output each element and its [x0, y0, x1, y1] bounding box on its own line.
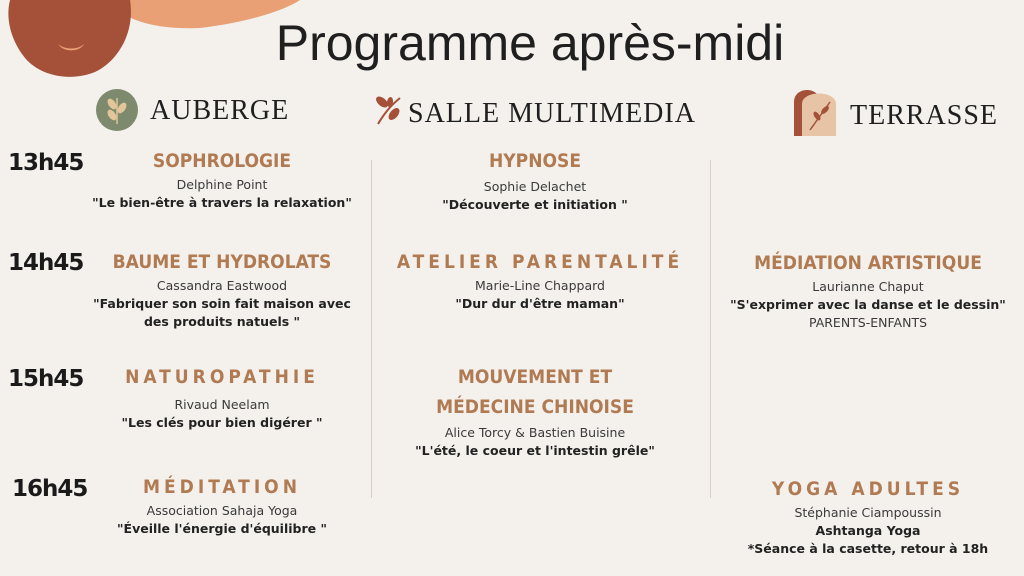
session-description: "Éveille l'énergie d'équilibre " — [117, 521, 327, 536]
session-description: "Fabriquer son soin fait maison avec — [93, 296, 351, 311]
session-title: MÉDECINE CHINOISE — [436, 396, 634, 418]
time-slot: 15h45 — [8, 366, 84, 392]
session-speaker: Alice Torcy & Bastien Buisine — [444, 425, 626, 440]
session-speaker: Delphine Point — [176, 177, 268, 192]
session-atelier-parentalite — [385, 247, 695, 313]
session-note: *Séance à la casette, retour à 18h — [747, 541, 989, 556]
session-speaker: Laurianne Chaput — [812, 279, 924, 294]
time-slot: 16h45 — [12, 476, 88, 502]
session-baume-hydrolats — [72, 247, 372, 331]
session-speaker: Sophie Delachet — [483, 179, 587, 194]
session-naturopathie — [82, 362, 362, 432]
session-description: "Découverte et initiation " — [442, 197, 628, 212]
session-meditation — [82, 472, 362, 538]
column-divider — [710, 160, 711, 498]
session-speaker: Marie-Line Chappard — [475, 278, 605, 293]
session-title: SOPHROLOGIE — [152, 150, 292, 172]
session-yoga-adultes — [718, 474, 1018, 558]
session-description: Ashtanga Yoga — [815, 523, 921, 538]
time-slot: 14h45 — [8, 250, 84, 276]
session-description: "L'été, le coeur et l'intestin grêle" — [415, 443, 655, 458]
session-note: PARENTS-ENFANTS — [808, 315, 928, 330]
session-speaker: Association Sahaja Yoga — [146, 503, 298, 518]
sprig-icon — [370, 92, 404, 126]
session-description: "Le bien-être à travers la relaxation" — [92, 195, 352, 210]
session-title: MOUVEMENT ET — [457, 366, 613, 388]
session-title: BAUME ET HYDROLATS — [112, 251, 332, 273]
column-header-salle-multimedia: SALLE MULTIMEDIA — [408, 98, 696, 129]
session-mouvement-medecine-chinoise — [395, 362, 675, 460]
session-speaker: Cassandra Eastwood — [156, 278, 288, 293]
leaf-circle-icon — [95, 88, 139, 132]
session-description: "Les clés pour bien digérer " — [121, 415, 323, 430]
session-title: MÉDIATION ARTISTIQUE — [754, 252, 982, 274]
arch-leaf-icon — [790, 82, 840, 136]
session-sophrologie — [82, 146, 362, 212]
session-title: YOGA ADULTES — [771, 478, 965, 500]
column-header-terrasse: TERRASSE — [850, 100, 999, 131]
session-description: des produits natuels " — [143, 314, 301, 329]
session-description: "S'exprimer avec la danse et le dessin" — [730, 297, 1006, 312]
session-title: NATUROPATHIE — [125, 366, 319, 388]
session-title: MÉDITATION — [142, 476, 302, 498]
session-speaker: Stéphanie Ciampoussin — [794, 505, 942, 520]
session-mediation-artistique — [718, 248, 1018, 332]
session-title: ATELIER PARENTALITÉ — [396, 251, 684, 273]
session-speaker: Rivaud Neelam — [174, 397, 270, 412]
column-header-auberge: AUBERGE — [150, 95, 290, 126]
session-title: HYPNOSE — [488, 150, 582, 172]
time-slot: 13h45 — [8, 150, 84, 176]
session-hypnose — [395, 146, 675, 214]
session-description: "Dur dur d'être maman" — [455, 296, 625, 311]
page-title: Programme après-midi — [275, 15, 785, 71]
